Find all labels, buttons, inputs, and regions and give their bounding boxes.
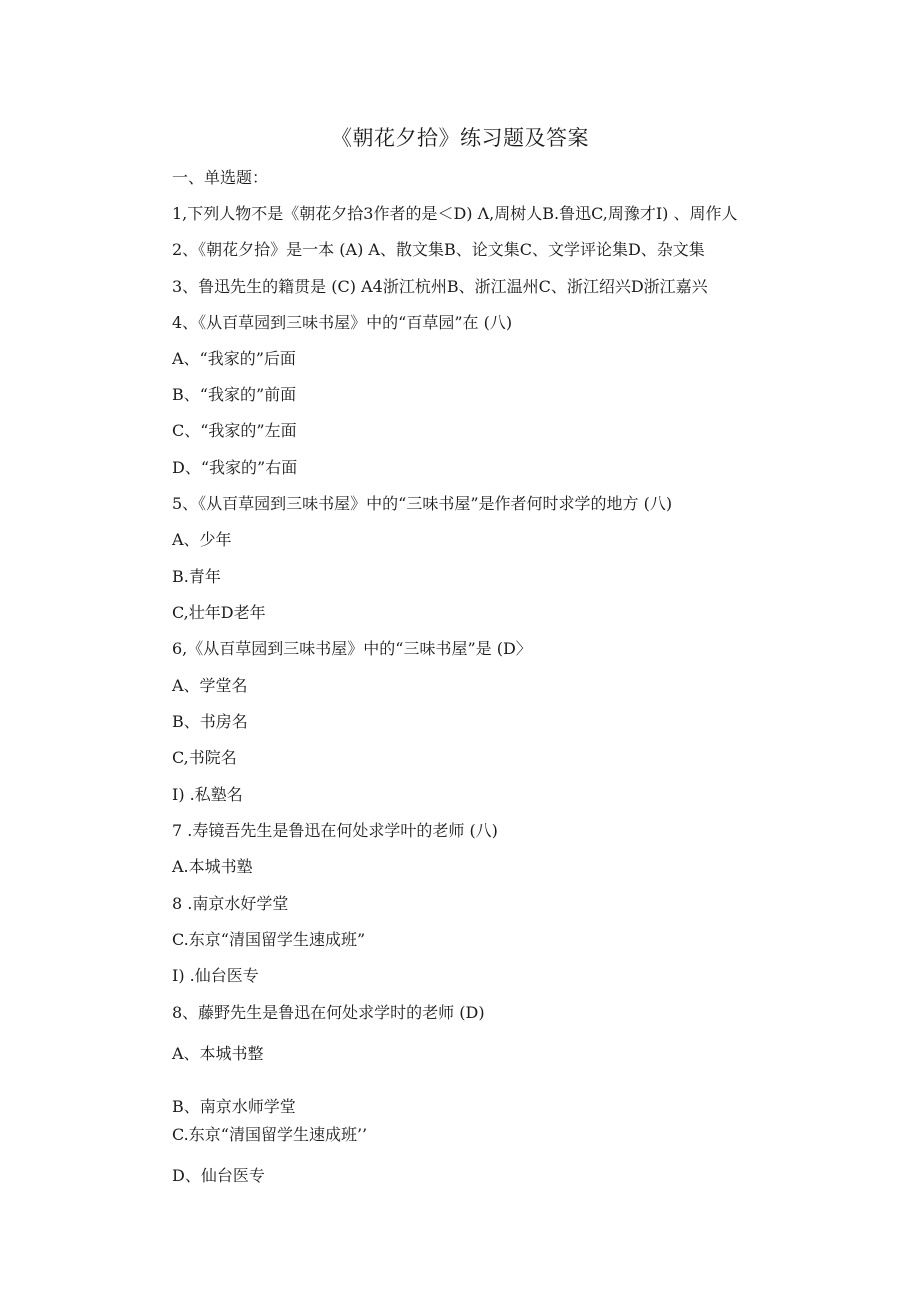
- option-line: B、南京水师学堂: [172, 1097, 296, 1116]
- question-line: 8、藤野先生是鲁迅在何处求学时的老师 (D): [172, 1003, 485, 1022]
- option-line: B、“我家的”前面: [172, 385, 297, 404]
- section-heading: 一、单选题：: [172, 168, 269, 187]
- option-line: 8 .南京水好学堂: [172, 894, 289, 913]
- option-line: C.东京“清国留学生速成班’’: [172, 1125, 368, 1144]
- option-line: I) .私塾名: [172, 785, 243, 804]
- question-line: 3、鲁迅先生的籍贯是 (C) A4浙江杭州B、浙江温州C、浙江绍兴D浙江嘉兴: [172, 277, 708, 296]
- option-line: I) .仙台医专: [172, 966, 259, 985]
- option-line: A、“我家的”后面: [172, 349, 296, 368]
- question-line: 5、《从百草园到三味书屋》中的“三味书屋”是作者何时求学的地方 (八): [172, 494, 673, 513]
- question-line: 6,《从百草园到三味书屋》中的“三味书屋”是 (D〉: [172, 639, 532, 658]
- document-title: 《朝花夕拾》练习题及答案: [331, 126, 589, 150]
- option-line: A、少年: [172, 530, 232, 549]
- option-line: C.东京“清国留学生速成班”: [172, 930, 366, 949]
- option-line: C,书院名: [172, 748, 237, 767]
- option-line: D、“我家的”右面: [172, 458, 298, 477]
- option-line: C,壮年D老年: [172, 603, 266, 622]
- question-line: 4、《从百草园到三味书屋》中的“百草园”在 (八): [172, 313, 513, 332]
- question-line: 7 .寿镜吾先生是鲁迅在何处求学叶的老师 (八): [172, 821, 498, 840]
- option-line: D、仙台医专: [172, 1166, 265, 1185]
- option-line: B.青年: [172, 567, 221, 586]
- question-line: 2、《朝花夕拾》是一本 (A) A、散文集B、论文集C、文学评论集D、杂文集: [172, 240, 705, 259]
- option-line: A、本城书整: [172, 1044, 264, 1063]
- option-line: A、学堂名: [172, 676, 248, 695]
- question-line: 1,下列人物不是《朝花夕拾3作者的是＜D) Λ,周树人B.鲁迅C,周豫才I) 、周作人: [172, 204, 738, 223]
- option-line: B、书房名: [172, 712, 248, 731]
- option-line: A.本城书塾: [172, 857, 253, 876]
- option-line: C、“我家的”左面: [172, 421, 297, 440]
